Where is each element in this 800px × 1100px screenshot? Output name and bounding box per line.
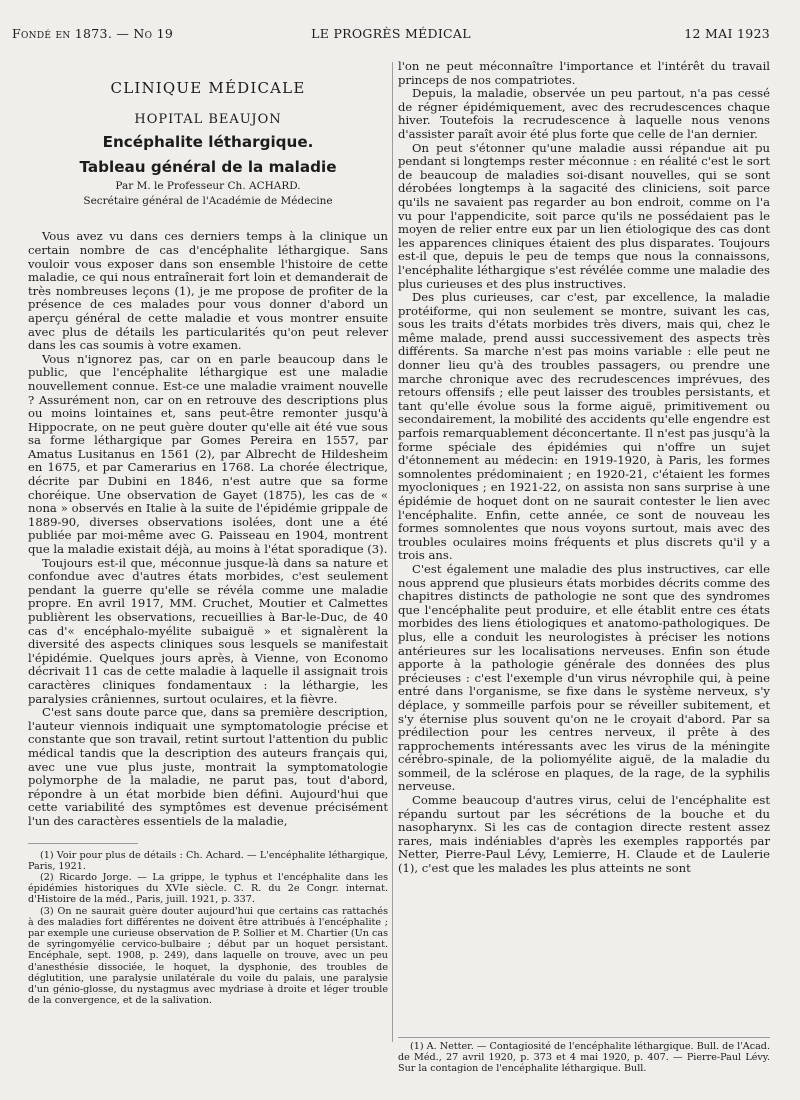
section-title: CLINIQUE MÉDICALE <box>110 79 306 97</box>
author-affiliation: Secrétaire général de l'Académie de Médecine <box>83 194 333 207</box>
body-paragraph: C'est sans doute parce que, dans sa première description, l'auteur viennois indiquait une symptomatologie précise et constante que son travail, retint surtout l'attention du public médical tandis que la description des auteurs français qui, avec une vue plus juste, montrait la symptomatologie polymorphe de la maladie, ne parut pas, tout d'abord, répondre à un état morbide bien défini. Aujourd'hui que cette variabilité des symptômes est devenue précisément l'un des caractères essentiels de la maladie, <box>28 705 388 828</box>
header-founded: Fondé en 1873. — No 19 <box>12 26 174 41</box>
article-title-line-2: Tableau général de la maladie <box>79 158 337 177</box>
journal-title: LE PROGRÈS MÉDICAL <box>311 26 471 41</box>
body-paragraph: l'on ne peut méconnaître l'importance et l'intérêt du travail princeps de nos compatriotes. <box>398 59 770 87</box>
hospital-name: HOPITAL BEAUJON <box>134 111 282 127</box>
article-title-line-1: Encéphalite léthargique. <box>102 133 314 152</box>
body-paragraph: On peut s'étonner qu'une maladie aussi répandue ait pu pendant si longtemps rester méconnue : en réalité c'est le sort de beaucoup de maladies soi-disant nouvelles, qui se sont dérobées longtemps à la sagacité des cliniciens, soit parce qu'ils ne savaient pas regarder au bon endroit, comme on l'a vu pour l'appendicite, soit parce qu'ils ne possédaient pas le moyen de relier entre eux par un lien étiologique des cas dont les apparences cliniques étaient des plus disparates. Toujours est-il que, depuis le peu de temps que nous la connaissons, l'encéphalite léthargique s'est révélée comme une maladie des plus curieuses et des plus instructives. <box>398 140 770 291</box>
article-heading <box>28 79 388 208</box>
author-byline: Par M. le Professeur Ch. ACHARD. <box>115 180 301 193</box>
right-column <box>398 60 770 876</box>
footnote-separator <box>398 1037 770 1038</box>
footnote: (2) Ricardo Jorge. — La grippe, le typhus et l'encéphalite dans les épidémies historiques du XVIe siècle. C. R. du 2e Congr. internat. d'Histoire de la méd., Paris, juill. 1921, p. 337. <box>28 871 388 906</box>
body-paragraph: C'est également une maladie des plus instructives, car elle nous apprend que plusieurs états morbides décrits comme des chapitres distincts de pathologie ne sont que des syndromes que l'encéphalite peut produire, et elle établit entre ces états morbides des liens étiologiques et anatomo-pathologiques. De plus, elle a conduit les neurologistes à préciser les notions antérieures sur les localisations nerveuses. Enfin son étude apporte à la pathologie générale des données des plus précieuses : c'est l'exemple d'un virus névrophile qui, à peine entré dans l'organisme, se fixe dans le système nerveux, s'y déplace, y sommeille parfois pour se réveiller subitement, et s'y éternise plus souvent qu'on ne le croyait d'abord. Par sa prédilection pour les centres nerveux, il prête à des rapprochements intéressants avec les virus de la méningite cérébro-spinale, de la poliomyélite aiguë, de la maladie du sommeil, de la sclérose en plaques, de la rage, de la syphilis nerveuse. <box>398 561 770 794</box>
right-footnotes <box>398 1037 770 1075</box>
footnote: (3) On ne saurait guère douter aujourd'hui que certains cas rattachés à des maladies fort différentes ne doivent être attribués à l'encéphalite ; par exemple une curieuse observation de P. Sollier et M. Chartier (Un cas de syringomyélie cervico-bulbaire ; début par un hoquet persistant. Encéphale, sept. 1908, p. 249), dans laquelle on trouve, avec un peu d'anesthésie dissociée, le hoquet, la dysphonie, des troubles de déglutition, une paralysie unilatérale du voile du palais, une paralysie d'un génio-glosse, du nystagmus avec mydriase à droite et léger trouble de la convergence, et de la salivation. <box>28 905 388 1007</box>
footnote: (1) A. Netter. — Contagiosité de l'encéphalite léthargique. Bull. de l'Acad. de Méd., 27 avril 1920, p. 373 et 4 mai 1920, p. 407. — Pierre-Paul Lévy. Sur la contagion de l'encéphalite léthargique. Bull. <box>398 1041 770 1075</box>
body-paragraph: Vous n'ignorez pas, car on en parle beaucoup dans le public, que l'encéphalite léthargique est une maladie nouvellement connue. Est-ce une maladie vraiment nouvelle ? Assurément non, car on en retrouve des descriptions plus ou moins lointaines et, sans peut-être remonter jusqu'à Hippocrate, on ne peut guère douter qu'elle ait été vue sous sa forme léthargique par Gomes Pereira en 1557, par Amatus Lusitanus en 1561 (2), par Albrecht de Hildesheim en 1675, et par Camerarius en 1768. La chorée électrique, décrite par Dubini en 1846, n'est autre que sa forme choréique. Une observation de Gayet (1875), les cas de « nona » observés en Italie à la suite de l'épidémie grippale de 1889-90, diverses observations isolées, dont une a été publiée par moi-même avec G. Paisseau en 1904, montrent que la maladie existait déjà, au moins à l'état sporadique (3). <box>28 351 388 557</box>
left-footnotes <box>28 850 388 1007</box>
footnote: (1) Voir pour plus de détails : Ch. Achard. — L'encéphalite léthargique, Paris, 1921. <box>28 849 388 872</box>
body-paragraph: Comme beaucoup d'autres virus, celui de l'encéphalite est répandu surtout par les sécrétions de la bouche et du nasopharynx. Si les cas de contagion directe restent assez rares, mais indéniables d'après les exemples rapportés par Netter, Pierre-Paul Lévy, Lemierre, H. Claude et de Laulerie (1), c'est que les malades les plus atteints ne sont <box>398 793 770 876</box>
body-paragraph: Vous avez vu dans ces derniers temps à la clinique un certain nombre de cas d'encéphalite léthargique. Sans vouloir vous exposer dans son ensemble l'histoire de cette maladie, ce qui nous entraînerait fort loin et demanderait de très nombreuses leçons (1), je me propose de profiter de la présence de ces malades pour vous donner d'abord un aperçu général de cette maladie et vous montrer ensuite avec plus de détails les particularités qu'on peut relever dans les cas soumis à votre examen. <box>28 229 388 353</box>
footnote-separator <box>28 843 138 844</box>
body-paragraph: Des plus curieuses, car c'est, par excellence, la maladie protéiforme, qui non seulement se montre, suivant les cas, sous les traits d'états morbides très divers, mais qui, chez le même malade, prend aussi successivement des aspects très différents. Sa marche n'est pas moins variable : elle peut ne donner lieu qu'à des troubles passagers, ou prendre une marche chronique avec des recrudescences imprévues, des retours offensifs ; elle peut laisser des troubles persistants, et tant qu'elle évolue sous la forme aiguë, primitivement ou secondairement, la mobilité des accidents qu'elle engendre est parfois remarquablement déconcertante. Il n'est pas jusqu'à la forme spéciale des épidémies qui n'offre un sujet d'étonnement au médecin: en 1919-1920, à Paris, les formes somnolentes prédominaient ; en 1920-21, c'étaient les formes myocloniques ; en 1921-22, on assista non sans surprise à une épidémie de hoquet dont on ne saurait contester le lien avec l'encéphalite. Enfin, cette année, ce sont de nouveau les formes somnolentes que nous voyons surtout, mais avec des troubles oculaires moins fréquents et plus discrets qu'il y a trois ans. <box>398 290 770 563</box>
column-divider <box>392 62 393 1042</box>
issue-date: 12 MAI 1923 <box>684 26 770 41</box>
running-header <box>12 26 770 44</box>
left-column <box>28 60 388 1006</box>
body-paragraph: Depuis, la maladie, observée un peu partout, n'a pas cessé de régner épidémiquement, avec des recrudescences chaque hiver. Toutefois la recrudescence à laquelle nous venons d'assister paraît avoir été plus forte que celle de l'an dernier. <box>398 86 770 141</box>
body-paragraph: Toujours est-il que, méconnue jusque-là dans sa nature et confondue avec d'autres états morbides, c'est seulement pendant la guerre qu'elle se révéla comme une maladie propre. En avril 1917, MM. Cruchet, Moutier et Calmettes publièrent les observations, recueillies à Bar-le-Duc, de 40 cas d'« encéphalo-myélite subaiguë » et signalèrent la diversité des aspects cliniques sous lesquels se manifestait l'épidémie. Quelques jours après, à Vienne, von Economo décrivait 11 cas de cette maladie à laquelle il assignait trois caractères cliniques fondamentaux : la léthargie, les paralysies crâniennes, surtout oculaires, et la fièvre. <box>28 555 388 706</box>
